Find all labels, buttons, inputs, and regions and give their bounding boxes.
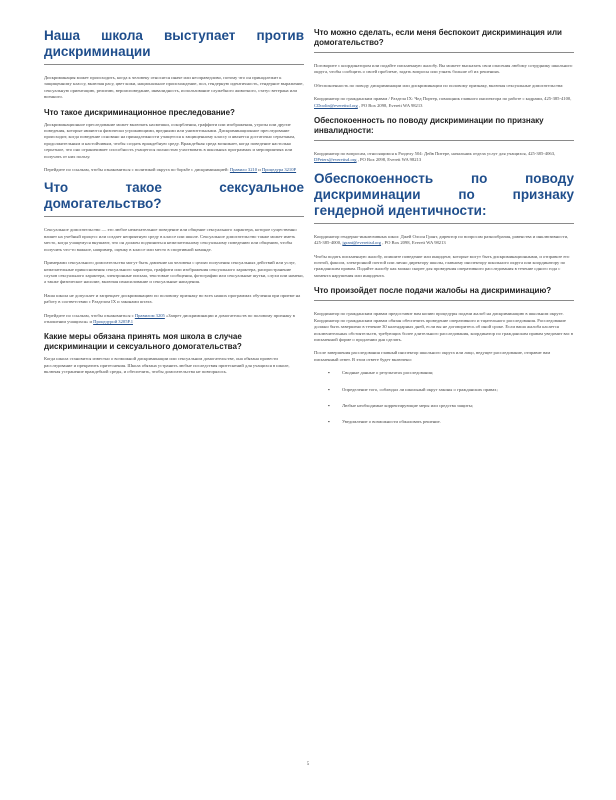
- bullet-icon: ▪: [328, 402, 330, 408]
- heading-rule: [44, 216, 304, 217]
- right-column: [314, 28, 574, 436]
- paragraph-school-measures: Когда школа становится известно о возможной дискриминации или сексуальном домогательстве, она обязана провести расследование и прекратить притеснения. Школа обязана устранить любые последствия притеснений для учащихся в школе, включая устранение враждебной среды, и обеспечить, чтобы домогательства не повторялось.: [44, 356, 290, 375]
- paragraph-title-ix-coordinator: [314, 96, 574, 109]
- paragraph-sexual-harassment-examples: Примерами сексуального домогательства могут быть давление на человека с целью получения сексуальных действий или услуг, нежелательные прикосновения сексуального характера, граффити или изображения сексуального характера, распространение слухов сексуального характера, электронные письма, текстовые сообщения, фотографии или сексуальные шутки, слухи или намеки, а также физическое насилие, включая изнасилование и сексуальные нападения.: [44, 260, 304, 285]
- paragraph-title-ix: Наша школа не допускает и запрещает дискриминацию по половому признаку во всех наших программах обучения при приеме на работу в соответствии с Разделом IX и законами штата.: [44, 292, 301, 305]
- paragraph-sex-discrimination-concerns: Обеспокоенность по поводу дискриминации или дискриминации по половому признаку, включая сексуальные домогательства:: [314, 82, 564, 88]
- procedure-3210p-link[interactable]: Процедура 3210P: [261, 167, 297, 173]
- paragraph-discrimination-definition: Дискриминация может происходить, когда к человеку относятся иначе или несправедливо, потому что он принадлежит к защищенному классу, включая расу, цвет кожи, национальное происхождение, пол, гендерную идентичность, гендерное выражение, сексуальную ориентацию, религию, вероисповедание, инвалидность, использование служебного животного, статус ветерана или военного.: [44, 75, 304, 100]
- list-item: ▪ Уведомление о возможности обжаловать решение.: [328, 419, 441, 425]
- 504-coordinator-text: Координатор по вопросам, относящимся к Разделу 504: Дейв Питере, начальник отдела услуг для учащихся, 425-385-4063,: [314, 151, 556, 157]
- heading-rule: [314, 300, 574, 301]
- heading-what-can-i-do: Что можно сделать, если меня беспокоит дискриминация или домогательство?: [314, 28, 562, 47]
- policy-3205-link[interactable]: Правилом 3205: [134, 312, 165, 318]
- heading-school-against-discrimination: Наша школа выступает против дискриминации: [44, 28, 304, 59]
- paragraph-harassment: Дискриминационное преследование может включать насмешки, оскорбления, граффити или изображения, угрозы или другие поведения, которые являются физически угрожающими, вредными или унизительными. Дискриминационное преследование происходит, когда поведение основано на принадлежности учащегося к защищенному классу и является достаточно серьезным, продолжительным и настойчивым, чтобы создать враждебную среду. Враждебная среда возникает, когда поведение настолько серьезное, что оно ограничивает способность учащегося полностью участвовать в школьных программах и мероприятиях или получать от них пользу.: [44, 121, 296, 159]
- title-ix-email-link[interactable]: CDoolin@everettsd.org: [314, 102, 358, 108]
- heading-rule: [44, 64, 304, 65]
- heading-harassment: Что такое дискриминационное преследование?: [44, 107, 235, 117]
- 504-email-link[interactable]: DPeters@everettsd.org: [314, 157, 357, 163]
- list-item: ▪ Любые необходимые корректирующие меры или средства защиты;: [328, 402, 474, 408]
- left-column: [44, 28, 304, 383]
- heading-rule: [314, 223, 574, 224]
- policy-3205-text-a: Перейдите по ссылкам, чтобы ознакомиться с: [44, 312, 134, 318]
- heading-sexual-harassment: Что такое сексуальное домогательство?: [44, 180, 304, 212]
- list-item: ▪ Определение того, соблюдал ли школьный округ законы о гражданских правах;: [328, 386, 498, 392]
- paragraph-policy-links: [44, 167, 304, 173]
- paragraph-talk-to-coordinator: Поговорите с координатором или подайте письменную жалобу. Вы можете высказать свои опасения любому сотруднику школьного округа, чтобы сообщить о своей проблеме, задать вопросы или узнать больше об их решениях.: [314, 63, 573, 75]
- policy-3210-link[interactable]: Правило 3210: [229, 167, 258, 173]
- and-text: и: [258, 167, 261, 173]
- bullet-icon: ▪: [328, 386, 330, 392]
- heading-rule: [314, 52, 574, 53]
- list-item: ▪ Сводные данные о результатах расследования;: [328, 370, 434, 376]
- bullet-icon: ▪: [328, 370, 330, 376]
- response-contents-list: [314, 370, 574, 426]
- policy-links-text: Перейдите по ссылкам, чтобы ознакомиться с политикой округа по борьбе с дискриминацией:: [44, 167, 229, 173]
- paragraph-504-coordinator: [314, 151, 574, 164]
- page-number: 5: [306, 762, 310, 767]
- title-ix-coordinator-text: Координатор по гражданским правам / Раздела IX: Чед Портер, помощник главного инспектора по работе с кадрами, 425-385-4100,: [314, 96, 572, 102]
- gender-email-link[interactable]: jgrant@everettsd.org: [342, 240, 382, 246]
- title-ix-address: , PO Box 2098, Everett WA 98213: [358, 102, 423, 108]
- paragraph-policy-3205-links: [44, 313, 304, 326]
- heading-gender-identity-concerns: Обеспокоенность по поводу дискриминации по признаку гендерной идентичности:: [314, 170, 574, 218]
- paragraph-investigation: Координатор по гражданским правам предоставит вам копию процедуры подачи жалоб на дискриминацию в школьном округе. Координатор по гражданским правам обязан обеспечить проведение оперативного и тщательного расследования. Расследование должно быть завершено в течение 30 календарных дней, если вы не договоритесь об иной сроке. Если ваша жалоба касается исключительных обстоятельств, требующих более длительного расследования, координатор по гражданским правам уведомит вас в письменной форме о продлении дня сделать.: [314, 311, 574, 342]
- heading-school-measures: Какие меры обязана принять моя школа в случае дискриминации и сексуального домогательства?: [44, 332, 242, 352]
- heading-disability-concerns: Обеспокоенность по поводу дискриминации по признаку инвалидности:: [314, 116, 544, 136]
- 504-address: , PO Box 2098, Everett WA 98213: [357, 157, 422, 163]
- paragraph-written-complaint: Чтобы подать письменную жалобу, опишите поведение или инцидент, которые могут быть дискриминационными, и отправьте его почтой, факсом, электронной почтой или лично директору школы, главному инспектору школьного округа или координатору по гражданским правам. Подайте жалобу как можно скорее для проведения оперативного расследования в течение одного года с момента нарушения или инцидента.: [314, 253, 570, 278]
- paragraph-sexual-harassment-definition: Сексуальное домогательство — это любое нежелательное поведение или общение сексуального характера, которое существенно влияет на учебный процесс или создает неприятную среду в классе или школе. Сексуальное домогательство также может иметь место, когда учащемуся внушают, что он должен подчиниться нежелательному сексуальному поведению или общению, чтобы получить что-то важное, например, оценку в классе или место в спортивной команде.: [44, 227, 297, 252]
- heading-rule: [314, 140, 574, 141]
- procedure-3205p1-link[interactable]: Процедурой 3205P.1: [93, 318, 133, 324]
- bullet-icon: ▪: [328, 419, 330, 425]
- paragraph-written-response: После завершения расследования главный инспектор школьного округа или лицо, ведущее расследование, отправит вам письменный ответ. В этом ответе будет включено:: [314, 350, 551, 362]
- gender-address: , PO Box 2098, Everett WA 98213: [382, 240, 446, 246]
- gender-coordinator-text: Координатор гендерно-инклюзивных школ: Джей Олсон Грант, директор по вопросам разнообразия, равенства и инклюзивности, 425-385-4000,: [314, 233, 569, 246]
- policy-3205-text-b: «Запрет дискриминации и домогательств по половому признаку в отношении учащихся» и: [44, 312, 295, 324]
- heading-after-complaint: Что произойдет после подачи жалобы на дискриминацию?: [314, 286, 552, 296]
- paragraph-gender-inclusive-coordinator: [314, 234, 574, 247]
